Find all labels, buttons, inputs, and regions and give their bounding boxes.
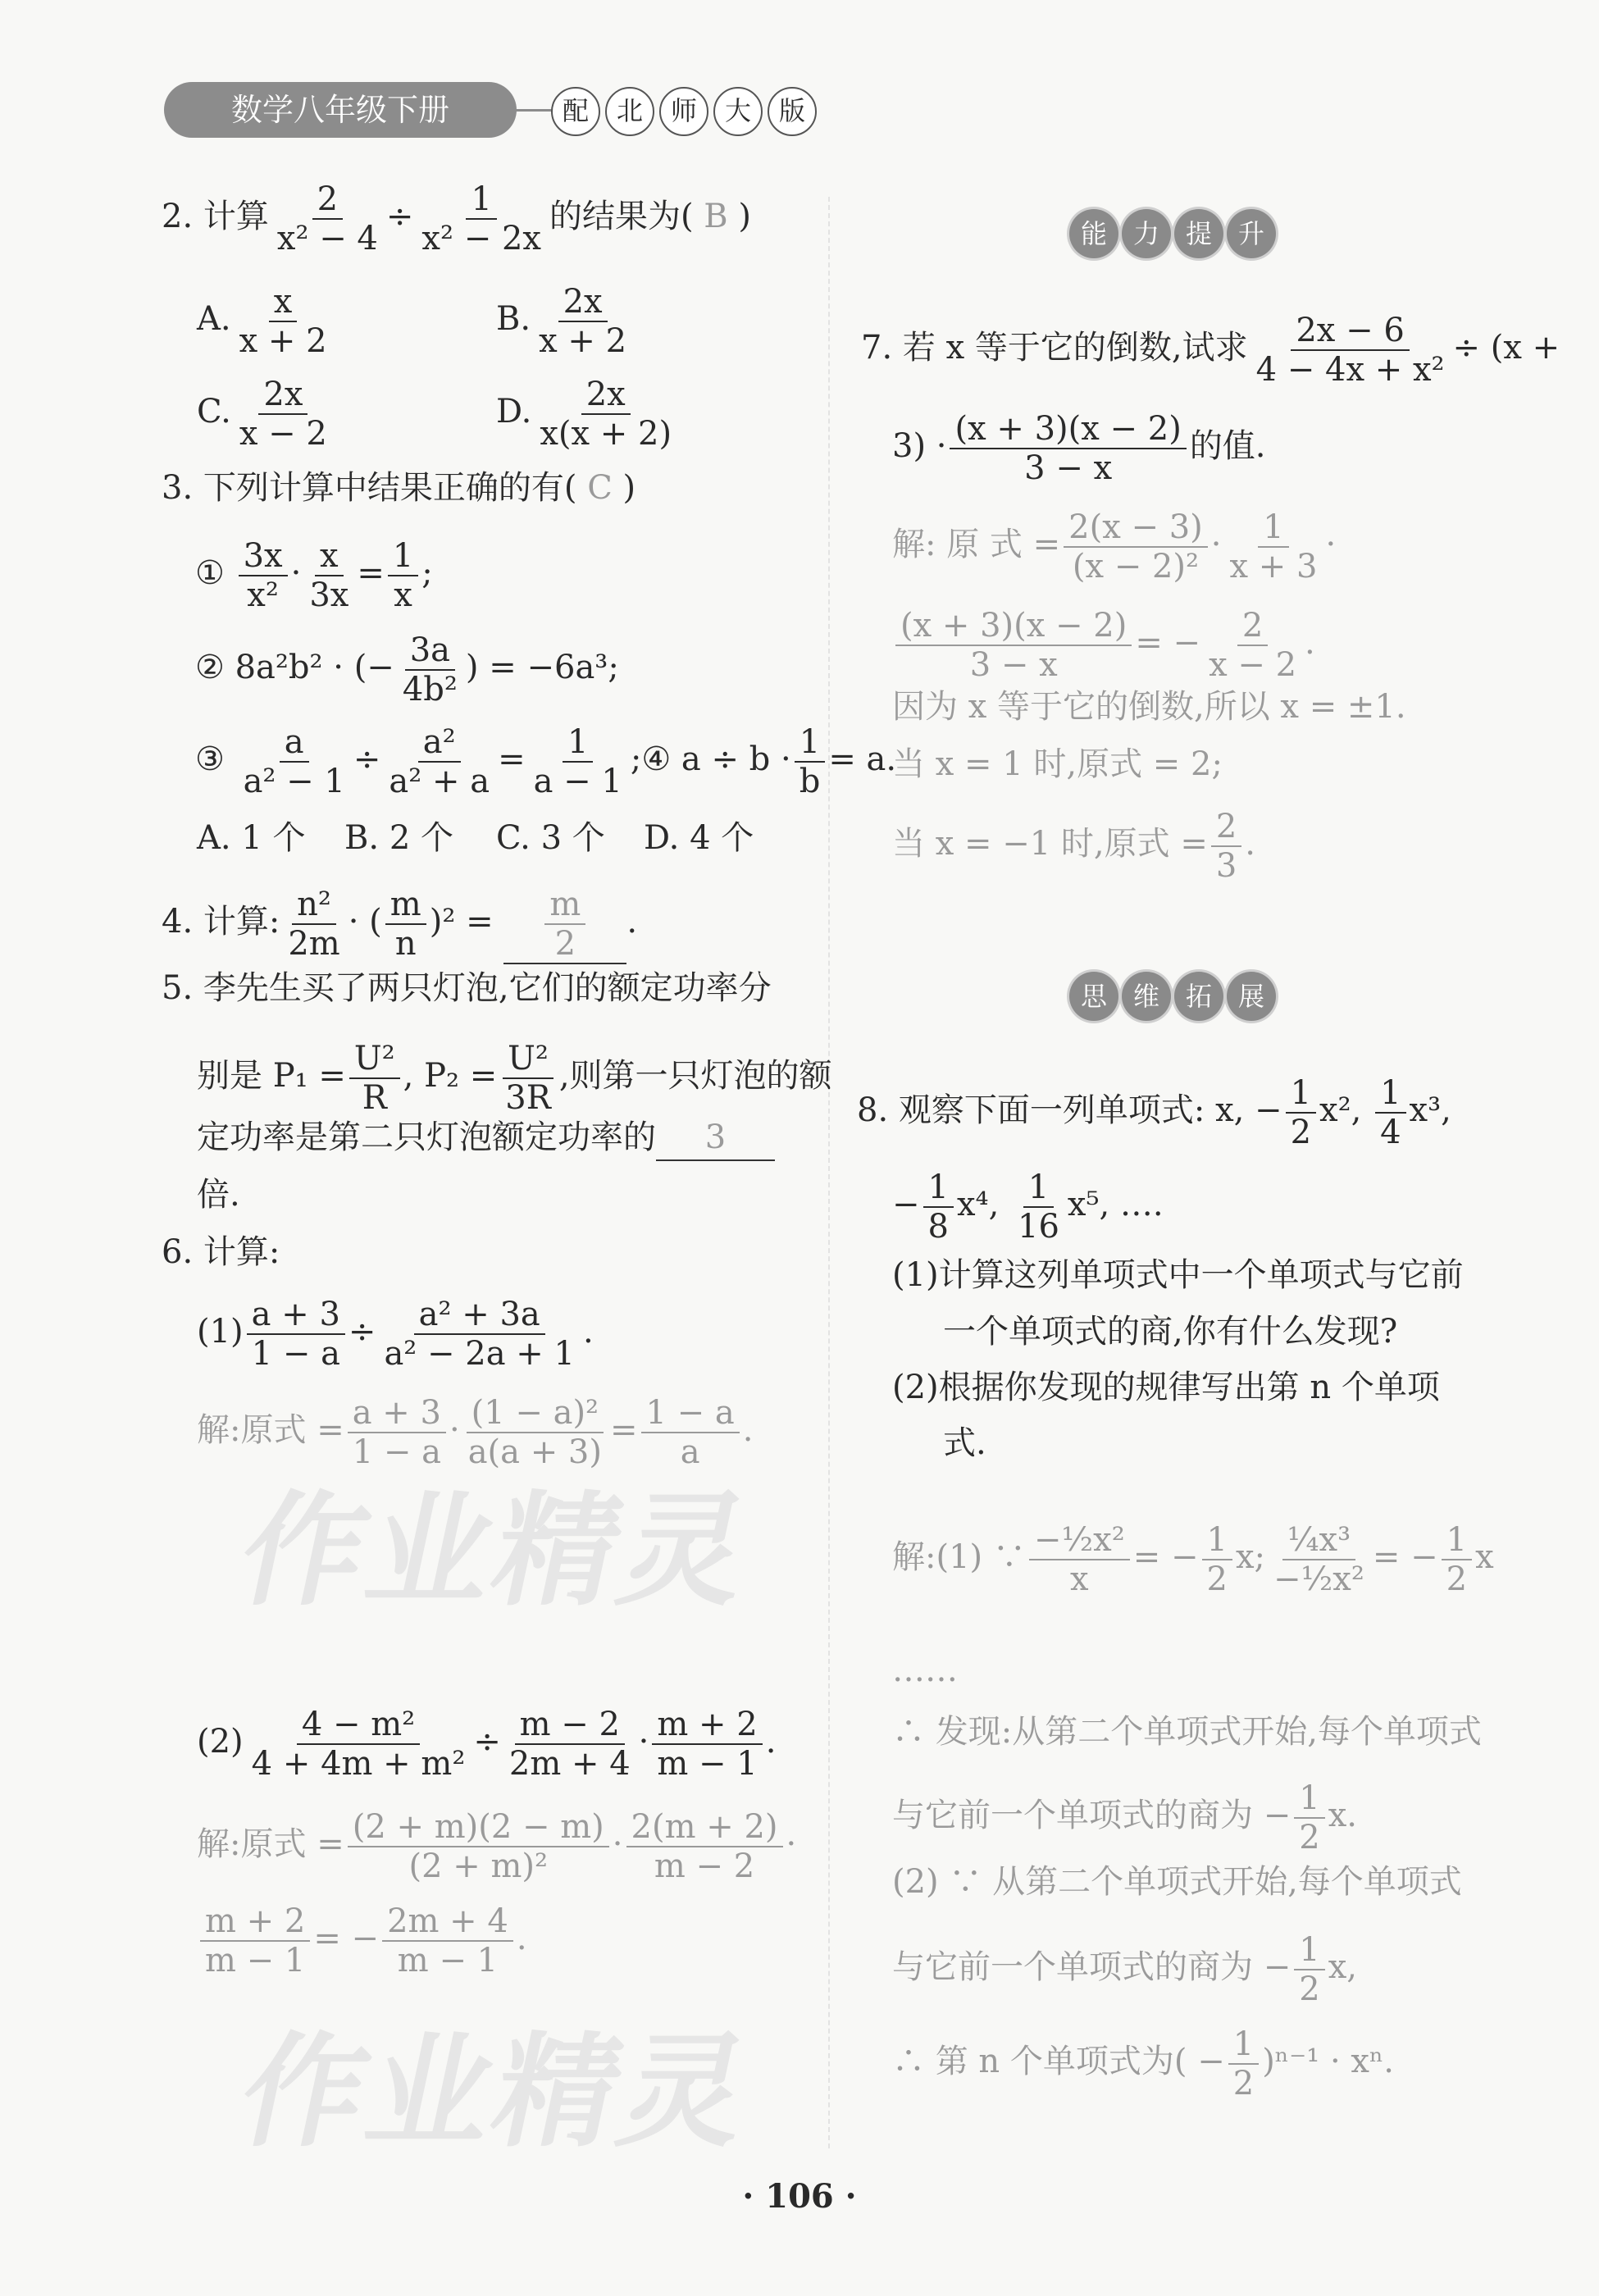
q7-solution-line-2: $\frac{(x + 3)(x - 2)}{3 - x}$ = − $\frac{2}{x - 2}$ . [892, 607, 1315, 684]
q8-sub-2-line-1: (2)根据你发现的规律写出第 n 个单项 [892, 1369, 1440, 1406]
edition-char: 北 [605, 87, 654, 136]
watermark: 作业精灵 [228, 2021, 764, 2164]
badge-char: 思 [1069, 972, 1118, 1021]
option-a: A. $\frac{x}{x + 2}$ [197, 283, 327, 360]
question-5-line-2: 别是 P₁ = $\frac{\text{U²}}{R}$ , P₂ = $\frac{\text{U²}}{3R}$ ,则第一只灯泡的额 [197, 1040, 832, 1117]
q7-solution-line-5: 当 x = −1 时,原式 = $\frac{2}{3}$ . [892, 808, 1256, 885]
badge-char: 拓 [1174, 972, 1223, 1021]
badge-char: 升 [1227, 209, 1276, 258]
question-8-line-1: 8. 观察下面一列单项式: x, − $\frac{1}{2}$ x², $\frac{1}{4}$ x³, [857, 1074, 1451, 1151]
question-7-line-2: 3) · $\frac{(x + 3)(x - 2)}{3 - x}$ 的值. [892, 410, 1266, 487]
q3-item-3-4: ③ $\frac{a}{\text{a² − 1}}$ ÷ $\frac{\text{a²}}{\text{a² + a}}$ = $\frac{1}{a - 1}$ ;④ a ÷ b · $\frac{1}{b}$ = a. [195, 723, 897, 800]
question-3: 3. 下列计算中结果正确的有( C ) [162, 469, 636, 507]
q8-solution-2-line-1: (2) ∵ 从第二个单项式开始,每个单项式 [892, 1863, 1462, 1901]
q8-sub-2-line-2: 式. [943, 1424, 986, 1462]
badge-char: 展 [1227, 972, 1276, 1021]
section-badge-ability [1068, 209, 1278, 258]
page-number: · 106 · [742, 2177, 857, 2216]
q6-part-1-solution: 解:原式 = $\frac{a + 3}{1 - a}$ · $\frac{\text{(1 − a)²}}{a(a + 3)}$ = $\frac{1 - a}{a}$ . [197, 1394, 754, 1471]
badge-char: 维 [1122, 972, 1171, 1021]
q6-part-1: (1) $\frac{a + 3}{1 - a}$ ÷ $\frac{\text{a² + 3a}}{\text{a² − 2a + 1}}$ . [197, 1296, 594, 1373]
badge-char: 提 [1174, 209, 1223, 258]
q8-solution-2-line-3: ∴ 第 n 个单项式为( − $\frac{1}{2}$ )ⁿ⁻¹ · xⁿ. [892, 2025, 1394, 2102]
question-5-line-3: 定功率是第二只灯泡额定功率的 3 [197, 1115, 775, 1161]
question-2: 2. 计算 $\frac{2}{\text{x² − 4}}$ ÷ $\frac{1}{\text{x² − 2x}}$ 的结果为( B ) [162, 180, 752, 257]
answer-blank: $\frac{m}{2}$ [503, 886, 626, 964]
header-connector [512, 109, 554, 112]
question-8-line-2: − $\frac{1}{8}$ x⁴, $\frac{1}{16}$ x⁵, …. [892, 1168, 1164, 1246]
q7-solution-line-1: 解: 原 式 = $\frac{2(x - 3)}{\text{(x − 2)²}}$ · $\frac{1}{x + 3}$ · [892, 508, 1337, 585]
option-d: D. $\frac{2x}{x(x + 2)}$ [496, 376, 672, 453]
watermark: 作业精灵 [228, 1480, 764, 1623]
q8-finding-line-2: 与它前一个单项式的商为 − $\frac{1}{2}$ x. [892, 1779, 1357, 1856]
q3-item-1: ① $\frac{3x}{\text{x²}}$ · $\frac{x}{3x}$ = $\frac{1}{x}$ ; [195, 537, 433, 614]
option-c: C. $\frac{2x}{x - 2}$ [197, 376, 327, 453]
edition-char: 配 [551, 87, 600, 136]
q8-sub-1-line-1: (1)计算这列单项式中一个单项式与它前 [892, 1256, 1464, 1294]
book-title-badge: 数学八年级下册 [164, 82, 517, 138]
answer-mark: B [704, 198, 728, 235]
badge-char: 能 [1069, 209, 1118, 258]
edition-char: 大 [713, 87, 763, 136]
q7-solution-line-3: 因为 x 等于它的倒数,所以 x = ±1. [892, 688, 1406, 726]
q8-solution-1: 解:(1) ∵ $\frac{\text{−½x²}}{x}$ = − $\frac{1}{2}$ x; $\frac{\text{¼x³}}{\text{−½x²}}$ = − $\frac{1}{2}$ x [892, 1521, 1494, 1598]
badge-char: 力 [1122, 209, 1171, 258]
question-4: 4. 计算: $\frac{\text{n²}}{2m}$ · ( $\frac{m}{n}$ )² = $\frac{m}{2}$ . [162, 886, 638, 963]
answer-mark: C [587, 469, 613, 507]
q6-part-2-solution-line-2: $\frac{m + 2}{m - 1}$ = − $\frac{2m + 4}{m - 1}$ . [197, 1902, 527, 1979]
question-5-line-1: 5. 李先生买了两只灯泡,它们的额定功率分 [162, 969, 772, 1007]
q6-part-2: (2) $\frac{\text{4 − m²}}{\text{4 + 4m + m²}}$ ÷ $\frac{m - 2}{2m + 4}$ · $\frac{m + 2}{m - 1}$ . [197, 1706, 777, 1783]
edition-char: 版 [768, 87, 817, 136]
edition-char: 师 [659, 87, 708, 136]
column-divider [828, 197, 830, 2148]
q7-solution-line-4: 当 x = 1 时,原式 = 2; [892, 745, 1223, 783]
question-5-line-4: 倍. [197, 1176, 240, 1214]
q8-sub-1-line-2: 一个单项式的商,你有什么发现? [943, 1313, 1398, 1351]
question-6: 6. 计算: [162, 1233, 280, 1271]
answer-blank: 3 [656, 1115, 775, 1161]
q6-part-2-solution-line-1: 解:原式 = $\frac{(2 + m)(2 - m)}{\text{(2 + m)²}}$ · $\frac{2(m + 2)}{m - 2}$ · [197, 1808, 797, 1885]
q8-finding-line-1: ∴ 发现:从第二个单项式开始,每个单项式 [892, 1713, 1482, 1751]
question-7-line-1: 7. 若 x 等于它的倒数,试求 $\frac{2x - 6}{\text{4 − 4x + x²}}$ ÷ (x + [861, 312, 1560, 389]
q8-solution-2-line-2: 与它前一个单项式的商为 − $\frac{1}{2}$ x, [892, 1931, 1357, 2008]
q8-dots: …… [892, 1651, 958, 1689]
q3-item-2: ② 8a²b² · (− $\frac{3a}{\text{4b²}}$ ) = −6a³; [195, 631, 619, 708]
section-badge-thinking [1068, 972, 1278, 1021]
option-b: B. $\frac{2x}{x + 2}$ [496, 283, 627, 360]
edition-label [551, 87, 822, 136]
